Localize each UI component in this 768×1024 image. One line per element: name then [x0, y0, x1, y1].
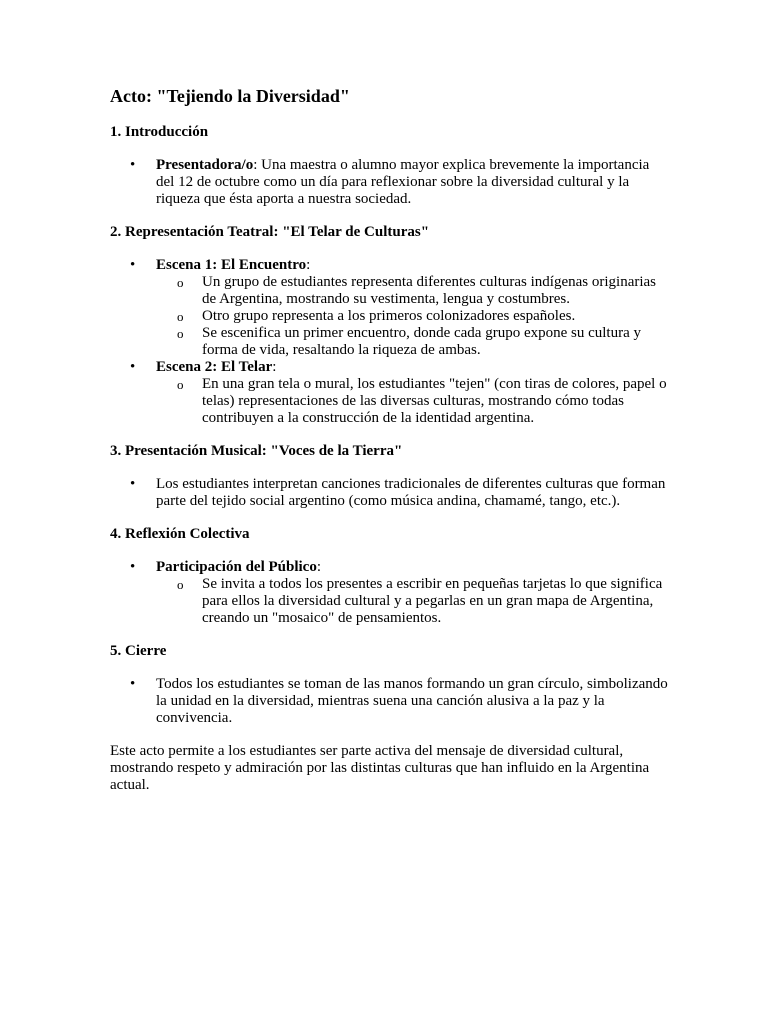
sub-bullet-icon: o — [177, 275, 184, 290]
sub-item-text: En una gran tela o mural, los estudiantes "tejen" (con tiras de colores, papel o telas) representaciones de las diversas culturas, mostrando cómo todas contribuyen a la construcción de la identidad argentina. — [202, 376, 667, 426]
bullet-icon: • — [130, 257, 136, 273]
document-body — [110, 86, 670, 794]
sub-item-text: Se invita a todos los presentes a escribir en pequeñas tarjetas lo que significa para ellos la diversidad cultural y a pegarlas en un gran mapa de Argentina, creando un "mosaico" de pensamientos. — [202, 576, 663, 626]
sub-bullet-icon: o — [177, 326, 184, 341]
section-list-representacion — [110, 257, 670, 427]
bullet-icon: • — [130, 157, 136, 173]
item-colon: : — [316, 559, 321, 575]
sub-list — [156, 274, 670, 359]
item-label: Escena 2: El Telar — [156, 359, 273, 375]
sub-item-text: Otro grupo representa a los primeros colonizadores españoles. — [202, 308, 576, 324]
item-colon: : — [272, 359, 277, 375]
bullet-icon: • — [130, 559, 136, 575]
sub-item-text: Se escenifica un primer encuentro, donde cada grupo expone su cultura y forma de vida, resaltando la riqueza de ambas. — [202, 325, 641, 358]
list-item — [110, 257, 670, 359]
section-list-introduccion — [110, 157, 670, 208]
sub-list-item — [156, 376, 670, 427]
section-list-reflexion — [110, 559, 670, 627]
item-label: Presentadora/o — [156, 157, 254, 173]
list-item — [110, 476, 670, 510]
list-item — [110, 676, 670, 727]
section-heading-cierre: 5. Cierre — [110, 643, 167, 659]
item-text: Los estudiantes interpretan canciones tradicionales de diferentes culturas que forman parte del tejido social argentino (como música andina, chamamé, tango, etc.). — [156, 476, 666, 509]
sub-bullet-icon: o — [177, 309, 184, 324]
bullet-icon: • — [130, 676, 136, 692]
section-heading-representacion: 2. Representación Teatral: "El Telar de Culturas" — [110, 224, 430, 240]
document-title: Acto: "Tejiendo la Diversidad" — [110, 86, 350, 106]
section-list-cierre — [110, 676, 670, 727]
item-label: Participación del Público — [156, 559, 317, 575]
bullet-icon: • — [130, 359, 136, 375]
sub-item-text: Un grupo de estudiantes representa diferentes culturas indígenas originarias de Argentina, mostrando su vestimenta, lengua y costumbres. — [202, 274, 657, 307]
section-heading-introduccion: 1. Introducción — [110, 124, 209, 140]
section-heading-reflexion: 4. Reflexión Colectiva — [110, 526, 250, 542]
sub-list-item — [156, 308, 670, 325]
sub-bullet-icon: o — [177, 377, 184, 392]
list-item — [110, 359, 670, 427]
sub-list — [156, 376, 670, 427]
sub-list-item — [156, 576, 670, 627]
item-label: Escena 1: El Encuentro — [156, 257, 307, 273]
list-item — [110, 559, 670, 627]
section-heading-presentacion-musical: 3. Presentación Musical: "Voces de la Tierra" — [110, 443, 403, 459]
closing-paragraph: Este acto permite a los estudiantes ser parte activa del mensaje de diversidad cultural, mostrando respeto y admiración por las distintas culturas que han influido en la Argentina actual. — [110, 743, 650, 793]
list-item — [110, 157, 670, 208]
sub-list-item — [156, 274, 670, 308]
item-text: Todos los estudiantes se toman de las manos formando un gran círculo, simbolizando la unidad en la diversidad, mientras suena una canción alusiva a la paz y la convivencia. — [156, 676, 668, 726]
item-text: : Una maestra o alumno mayor explica brevemente la importancia del 12 de octubre como un día para reflexionar sobre la diversidad cultural y la riqueza que ésta aporta a nuestra sociedad. — [156, 157, 650, 207]
bullet-icon: • — [130, 476, 136, 492]
sub-list-item — [156, 325, 670, 359]
section-list-presentacion-musical — [110, 476, 670, 510]
sub-bullet-icon: o — [177, 577, 184, 592]
item-colon: : — [306, 257, 311, 273]
sub-list — [156, 576, 670, 627]
